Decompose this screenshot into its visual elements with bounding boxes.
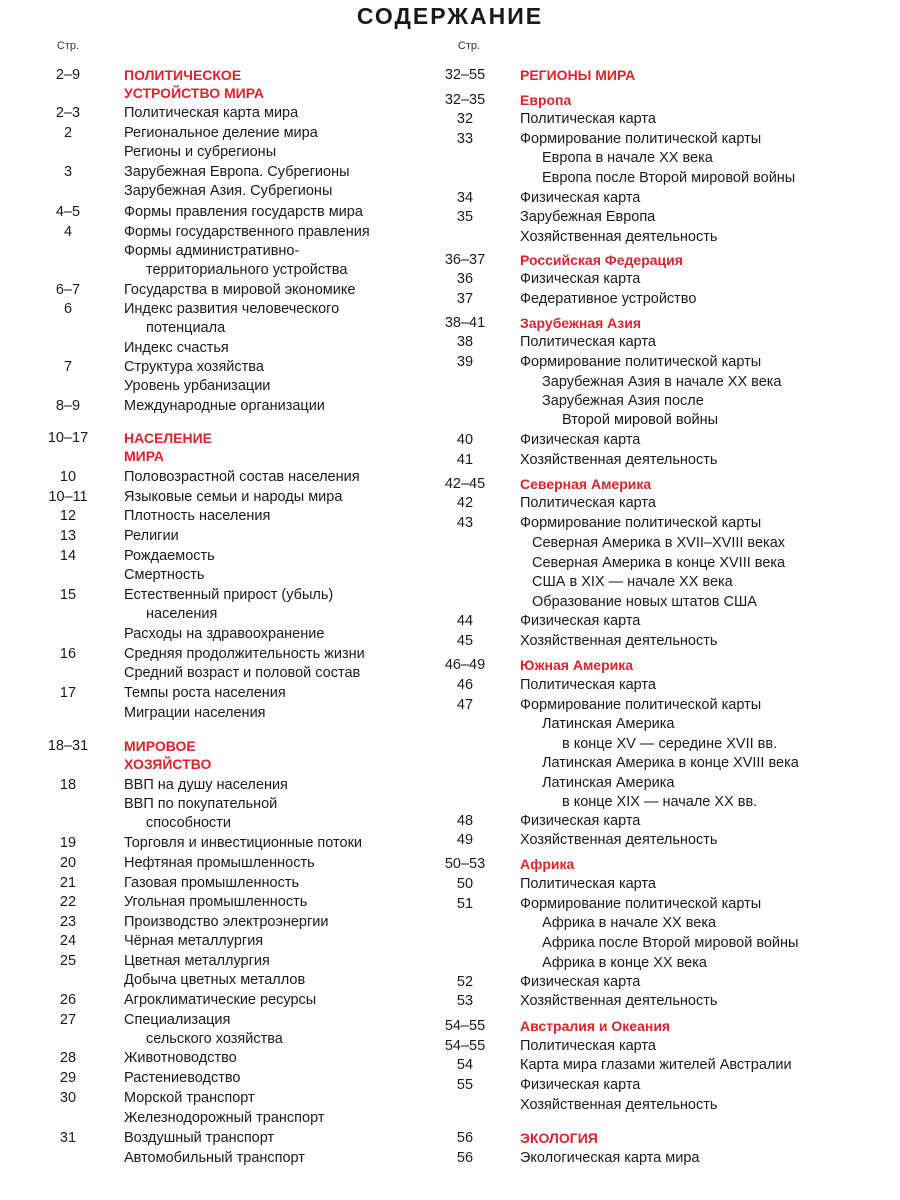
entry-title: Африка в начале XX века [542, 915, 717, 931]
page-number: 46–49 [444, 657, 486, 673]
entry-title: Европа после Второй мировой войны [542, 170, 796, 186]
entry-title: Хозяйственная деятельность [520, 832, 718, 848]
page-number: 35 [456, 209, 474, 225]
entry-title: Структура хозяйства [124, 359, 264, 375]
page-number: 50 [456, 876, 474, 892]
page-number: 50–53 [444, 856, 486, 872]
entry-title: Половозрастной состав населения [124, 469, 360, 485]
entry-title: Международные организации [124, 398, 325, 414]
page-number: 12 [59, 508, 77, 524]
entry-title: Северная Америка в конце XVIII века [532, 555, 786, 571]
entry-title: Угольная промышленность [124, 894, 308, 910]
entry-title: Расходы на здравоохранение [124, 626, 325, 642]
entry-title: Газовая промышленность [124, 875, 300, 891]
entry-title: Религии [124, 528, 179, 544]
page-number: 26 [59, 992, 77, 1008]
entry-title: Индекс развития человеческого [124, 301, 340, 317]
page-number: 14 [59, 548, 77, 564]
section-title: НАСЕЛЕНИЕ [124, 430, 212, 446]
entry-title: Торговля и инвестиционные потоки [124, 835, 363, 851]
entry-title: Физическая карта [520, 271, 641, 287]
page-number: 46 [456, 677, 474, 693]
entry-title: Хозяйственная деятельность [520, 993, 718, 1009]
entry-title: Зарубежная Азия. Субрегионы [124, 183, 333, 199]
entry-title: ВВП на душу населения [124, 777, 288, 793]
entry-title: Естественный прирост (убыль) [124, 587, 334, 603]
page-number: 54 [456, 1057, 474, 1073]
page-number: 7 [63, 359, 73, 375]
entry-title: Физическая карта [520, 974, 641, 990]
entry-title: Африка в конце XX века [542, 955, 707, 971]
page-number: 13 [59, 528, 77, 544]
entry-title: Формирование политической карты [520, 515, 762, 531]
entry-title: способности [146, 815, 232, 831]
entry-title: Зарубежная Азия после [542, 393, 704, 409]
page-number: 44 [456, 613, 474, 629]
entry-title: Добыча цветных металлов [124, 972, 306, 988]
page-number: 36 [456, 271, 474, 287]
entry-title: Экологическая карта мира [520, 1150, 700, 1166]
entry-title: Образование новых штатов США [532, 594, 757, 610]
entry-title: Региональное деление мира [124, 125, 318, 141]
section-title: МИРОВОЕ [124, 738, 196, 754]
section-title: Австралия и Океания [520, 1018, 671, 1034]
page-number: 22 [59, 894, 77, 910]
section-title: РЕГИОНЫ МИРА [520, 67, 636, 83]
page-number: 47 [456, 697, 474, 713]
page-title: СОДЕРЖАНИЕ [356, 3, 544, 29]
page-number: 10–17 [47, 430, 89, 446]
entry-title: Языковые семьи и народы мира [124, 489, 343, 505]
entry-title: населения [146, 606, 218, 622]
page-number: 30 [59, 1090, 77, 1106]
entry-title: в конце XIX — начале XX вв. [562, 794, 758, 810]
page-number: 56 [456, 1150, 474, 1166]
entry-title: Физическая карта [520, 190, 641, 206]
section-title: ХОЗЯЙСТВО [124, 756, 212, 772]
entry-title: ВВП по покупательной [124, 796, 278, 812]
page-number: 4–5 [55, 204, 81, 220]
entry-title: Регионы и субрегионы [124, 144, 277, 160]
page-number: 16 [59, 646, 77, 662]
page-number: 17 [59, 685, 77, 701]
entry-title: Политическая карта [520, 677, 656, 693]
entry-title: Формирование политической карты [520, 697, 762, 713]
entry-title: Политическая карта мира [124, 105, 299, 121]
entry-title: Формы государственного правления [124, 224, 370, 240]
page-number: 8–9 [55, 398, 81, 414]
entry-title: Формы административно- [124, 243, 300, 259]
entry-title: Хозяйственная деятельность [520, 1097, 718, 1113]
entry-title: Плотность населения [124, 508, 271, 524]
entry-title: Физическая карта [520, 613, 641, 629]
entry-title: Уровень урбанизации [124, 378, 271, 394]
page-number: 56 [456, 1130, 474, 1146]
entry-title: Физическая карта [520, 432, 641, 448]
page-number: 28 [59, 1050, 77, 1066]
page-number: 40 [456, 432, 474, 448]
entry-title: Африка после Второй мировой войны [542, 935, 799, 951]
page-number: 19 [59, 835, 77, 851]
entry-title: Зарубежная Европа. Субрегионы [124, 164, 350, 180]
entry-title: Нефтяная промышленность [124, 855, 315, 871]
section-title: Зарубежная Азия [520, 315, 642, 331]
page-number: 38 [456, 334, 474, 350]
entry-title: Европа в начале XX века [542, 150, 713, 166]
section-title: Северная Америка [520, 476, 652, 492]
entry-title: Рождаемость [124, 548, 215, 564]
page-number: 38–41 [444, 315, 486, 331]
entry-title: Агроклиматические ресурсы [124, 992, 317, 1008]
entry-title: сельского хозяйства [146, 1031, 283, 1047]
page-number: 15 [59, 587, 77, 603]
page-number: 34 [456, 190, 474, 206]
page-number: 6–7 [55, 282, 81, 298]
entry-title: Животноводство [124, 1050, 237, 1066]
entry-title: Физическая карта [520, 1077, 641, 1093]
section-title: Африка [520, 856, 575, 872]
section-title: Российская Федерация [520, 252, 683, 268]
page-number: 52 [456, 974, 474, 990]
page-number: 43 [456, 515, 474, 531]
page-number: 2–9 [55, 67, 81, 83]
page-number: 53 [456, 993, 474, 1009]
entry-title: Латинская Америка [542, 716, 675, 732]
entry-title: Федеративное устройство [520, 291, 697, 307]
entry-title: в конце XV — середине XVII вв. [562, 736, 778, 752]
page-number: 48 [456, 813, 474, 829]
page-number: 6 [63, 301, 73, 317]
page-number: 27 [59, 1012, 77, 1028]
page-number: 25 [59, 953, 77, 969]
entry-title: Карта мира глазами жителей Австралии [520, 1057, 792, 1073]
page-number: 32–55 [444, 67, 486, 83]
page-number: 18–31 [47, 738, 89, 754]
entry-title: Смертность [124, 567, 205, 583]
section-title: ЭКОЛОГИЯ [520, 1130, 598, 1146]
entry-title: Формирование политической карты [520, 354, 762, 370]
entry-title: Производство электроэнергии [124, 914, 329, 930]
section-title: УСТРОЙСТВО МИРА [124, 85, 264, 101]
page-number: 29 [59, 1070, 77, 1086]
page-number: 23 [59, 914, 77, 930]
page-number: 33 [456, 131, 474, 147]
page-number: 24 [59, 933, 77, 949]
entry-title: Хозяйственная деятельность [520, 229, 718, 245]
entry-title: Формирование политической карты [520, 131, 762, 147]
entry-title: Железнодорожный транспорт [124, 1110, 325, 1126]
section-title: ПОЛИТИЧЕСКОЕ [124, 67, 242, 83]
page-number: 41 [456, 452, 474, 468]
entry-title: Индекс счастья [124, 340, 229, 356]
page-number: 51 [456, 896, 474, 912]
page-number: 3 [63, 164, 73, 180]
entry-title: Хозяйственная деятельность [520, 633, 718, 649]
page-number: 55 [456, 1077, 474, 1093]
page-column-label: Стр. [56, 40, 80, 52]
entry-title: Северная Америка в XVII–XVIII веках [532, 535, 786, 551]
page-number: 31 [59, 1130, 77, 1146]
page-number: 54–55 [444, 1038, 486, 1054]
page-number: 20 [59, 855, 77, 871]
entry-title: Формы правления государств мира [124, 204, 363, 220]
page-number: 42–45 [444, 476, 486, 492]
entry-title: Чёрная металлургия [124, 933, 264, 949]
entry-title: Политическая карта [520, 495, 656, 511]
entry-title: Зарубежная Азия в начале XX века [542, 374, 782, 390]
entry-title: Политическая карта [520, 111, 656, 127]
page-number: 36–37 [444, 252, 486, 268]
entry-title: Хозяйственная деятельность [520, 452, 718, 468]
entry-title: потенциала [146, 320, 226, 336]
entry-title: Автомобильный транспорт [124, 1150, 305, 1166]
entry-title: США в XIX — начале XX века [532, 574, 733, 590]
entry-title: Физическая карта [520, 813, 641, 829]
entry-title: территориального устройства [146, 262, 348, 278]
page-number: 32–35 [444, 92, 486, 108]
entry-title: Средний возраст и половой состав [124, 665, 361, 681]
page-number: 2 [63, 125, 73, 141]
page-number: 37 [456, 291, 474, 307]
entry-title: Латинская Америка в конце XVIII века [542, 755, 799, 771]
page-number: 54–55 [444, 1018, 486, 1034]
entry-title: Миграции населения [124, 705, 266, 721]
page-number: 42 [456, 495, 474, 511]
entry-title: Средняя продолжительность жизни [124, 646, 365, 662]
page-column-label: Стр. [457, 40, 481, 52]
page-number: 10 [59, 469, 77, 485]
entry-title: Растениеводство [124, 1070, 241, 1086]
entry-title: Латинская Америка [542, 775, 675, 791]
page-number: 45 [456, 633, 474, 649]
entry-title: Темпы роста населения [124, 685, 286, 701]
entry-title: Специализация [124, 1012, 231, 1028]
page-number: 2–3 [55, 105, 81, 121]
entry-title: Воздушный транспорт [124, 1130, 275, 1146]
entry-title: Морской транспорт [124, 1090, 255, 1106]
entry-title: Цветная металлургия [124, 953, 270, 969]
page-number: 18 [59, 777, 77, 793]
entry-title: Второй мировой войны [562, 412, 719, 428]
entry-title: Формирование политической карты [520, 896, 762, 912]
section-title: МИРА [124, 448, 164, 464]
entry-title: Политическая карта [520, 334, 656, 350]
section-title: Южная Америка [520, 657, 634, 673]
section-title: Европа [520, 92, 572, 108]
page-number: 32 [456, 111, 474, 127]
page-number: 39 [456, 354, 474, 370]
entry-title: Политическая карта [520, 1038, 656, 1054]
entry-title: Государства в мировой экономике [124, 282, 356, 298]
entry-title: Политическая карта [520, 876, 656, 892]
entry-title: Зарубежная Европа [520, 209, 656, 225]
page-number: 49 [456, 832, 474, 848]
page-number: 10–11 [48, 489, 88, 505]
page-number: 21 [59, 875, 77, 891]
page-number: 4 [63, 224, 73, 240]
